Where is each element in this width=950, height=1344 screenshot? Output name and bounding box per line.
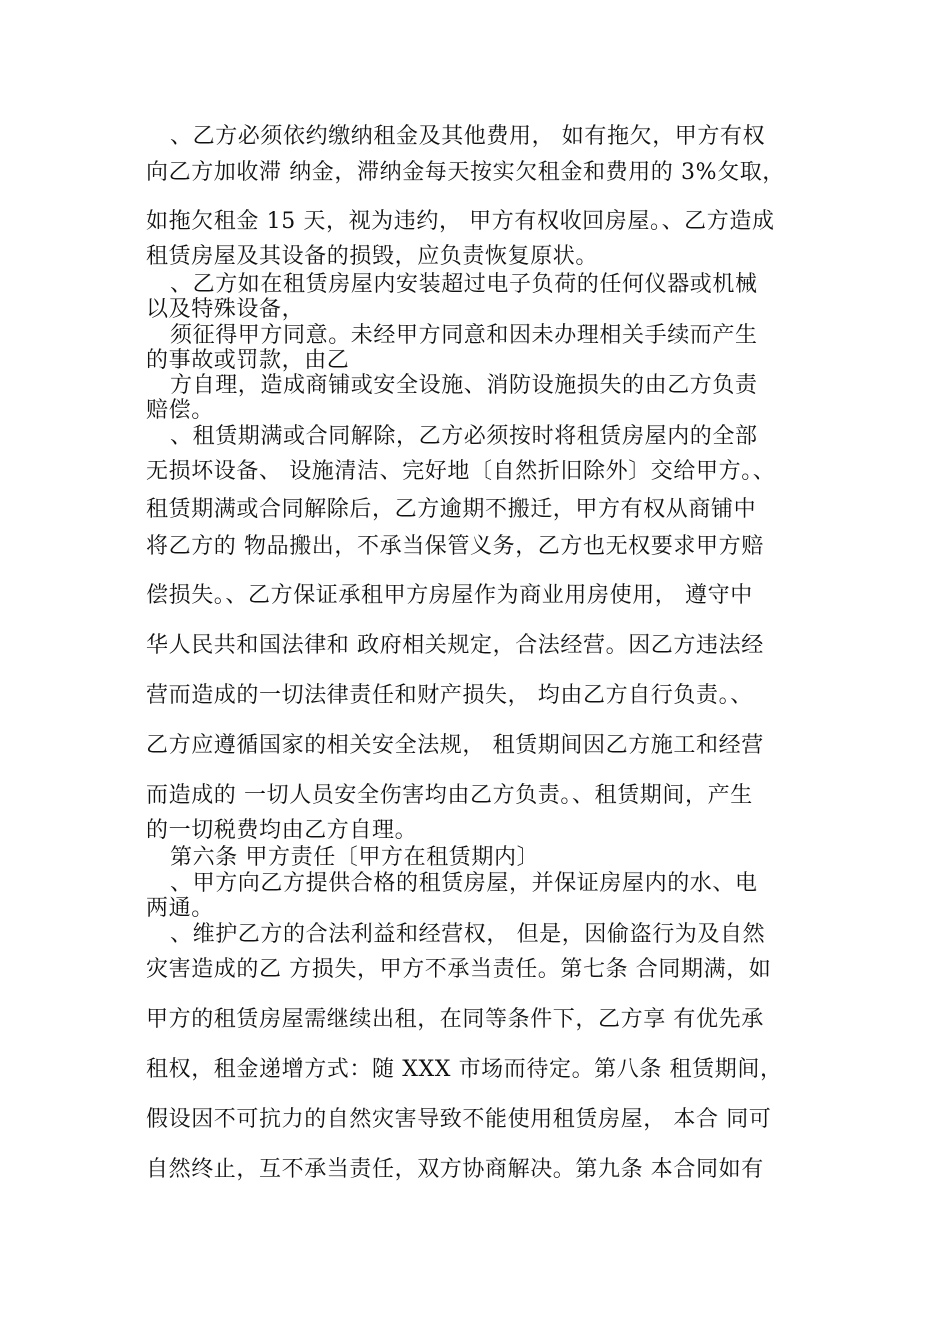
text-line: 、租赁期满或合同解除，乙方必须按时将租赁房屋内的全部 (170, 424, 758, 449)
text-line: 营而造成的一切法律责任和财产损失， 均由乙方自行负责。、 (146, 683, 753, 708)
text-line: 向乙方加收滞 纳金，滞纳金每天按实欠租金和费用的 3%攵取， (146, 160, 785, 185)
text-line: 、乙方如在租赁房屋内安装超过电子负荷的任何仪器或机械 (170, 272, 758, 297)
text-line: 方自理，造成商铺或安全设施、消防设施损失的由乙方负责 (170, 373, 758, 398)
text-line: 如拖欠租金 15 天，视为违约， 甲方有权收回房屋。、乙方造成 (146, 209, 775, 234)
text-line: 偿损失。、乙方保证承租甲方房屋作为商业用房使用， 遵守中 (146, 583, 753, 608)
text-line: 、维护乙方的合法利益和经营权， 但是，因偷盗行为及自然 (170, 922, 766, 947)
text-line: 租赁房屋及其设备的损毁，应负责恢复原状。 (146, 244, 599, 269)
text-line: 灾害造成的乙 方损失，甲方不承当责任。第七条 合同期满，如 (146, 957, 772, 982)
text-line: 的事故或罚款，由乙 (146, 348, 350, 373)
text-line: 自然终止，互不承当责任，双方协商解决。第九条 本合同如有 (146, 1157, 764, 1182)
text-line: 华人民共和国法律和 政府相关规定，合法经营。因乙方违法经 (146, 633, 764, 658)
text-line: 须征得甲方同意。未经甲方同意和因未办理相关手续而产生 (170, 323, 758, 348)
text-line: 租权，租金递增方式：随 XXX 市场而待定。第八条 租赁期间， (146, 1057, 783, 1082)
text-line: 的一切税费均由乙方自理。 (146, 818, 418, 843)
text-line: 无损坏设备、 设施清洁、完好地〔自然折旧除外〕交给甲方。、 (146, 459, 776, 484)
text-line: 两通。 (146, 896, 214, 921)
section-heading: 第六条 甲方责任〔甲方在租赁期内〕 (170, 845, 540, 870)
text-line: 将乙方的 物品搬出，不承当保管义务，乙方也无权要求甲方赔 (146, 534, 764, 559)
text-line: 甲方的租赁房屋需继续出租，在同等条件下，乙方享 有优先承 (146, 1007, 764, 1032)
text-line: 假设因不可抗力的自然灾害导致不能使用租赁房屋， 本合 同可 (146, 1107, 772, 1132)
text-line: 租赁期满或合同解除后，乙方逾期不搬迁，甲方有权从商铺中 (146, 497, 757, 522)
text-line: 以及特殊设备， (146, 297, 305, 322)
text-line: 、乙方必须依约缴纳租金及其他费用， 如有拖欠，甲方有权 (170, 124, 766, 149)
text-line: 乙方应遵循国家的相关安全法规， 租赁期间因乙方施工和经营 (146, 733, 764, 758)
text-line: 、甲方向乙方提供合格的租赁房屋，并保证房屋内的水、电 (170, 871, 758, 896)
text-line: 赔偿。 (146, 398, 214, 423)
text-line: 而造成的 一切人员安全伤害均由乙方负责。、租赁期间，产生 (146, 783, 753, 808)
